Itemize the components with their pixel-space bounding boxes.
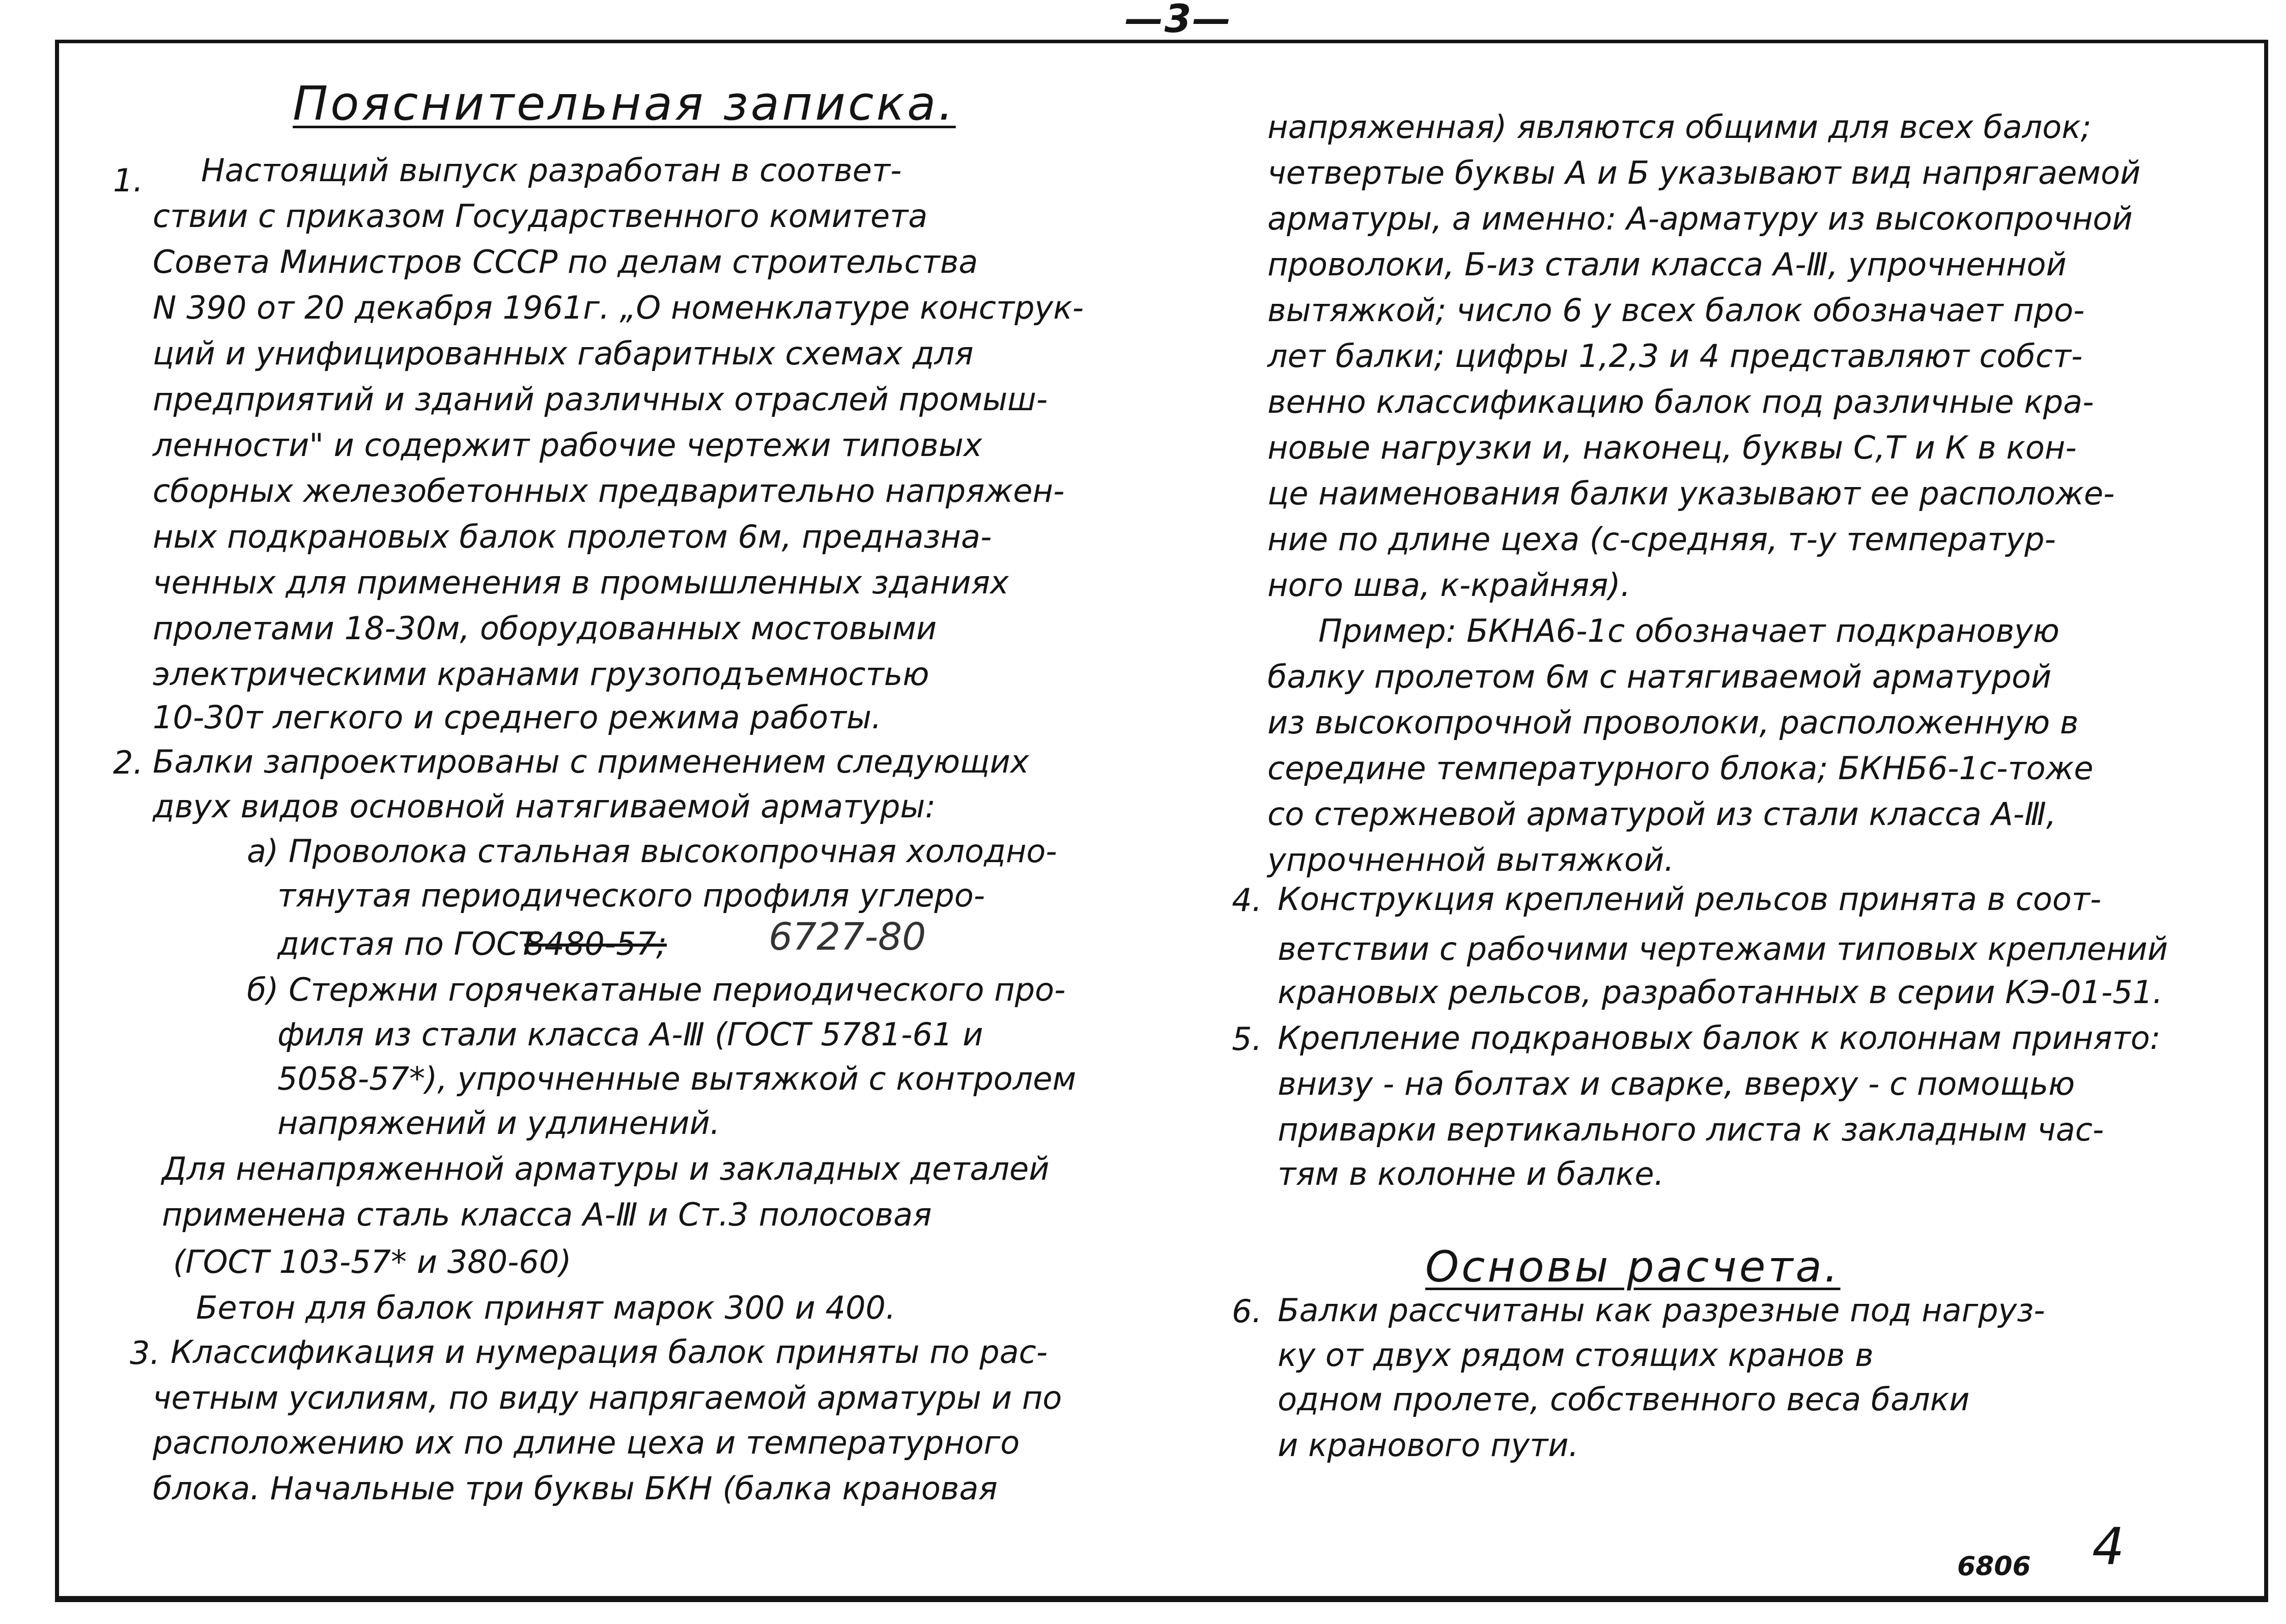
text-line: б) Стержни горячекатаные периодического про- <box>247 971 1066 1008</box>
text-line: венно классификацию балок под различные кра- <box>1267 383 2094 420</box>
text-line: Совета Министров СССР по делам строительства <box>153 243 978 280</box>
text-line: Для ненапряженной арматуры и закладных деталей <box>162 1150 1050 1187</box>
text-line: Балки запроектированы с применением следующих <box>153 743 1029 780</box>
text-line: ние по длине цеха (с-средняя, т-у температур- <box>1267 521 2056 558</box>
text-line: а) Проволока стальная высокопрочная холодно- <box>247 833 1057 870</box>
text-line: филя из стали класса А-Ⅲ (ГОСТ 5781-61 и <box>277 1016 983 1053</box>
text-line: новые нагрузки и, наконец, буквы С,Т и К в кон- <box>1267 429 2077 466</box>
text-line: ленности" и содержит рабочие чертежи типовых <box>153 426 982 464</box>
item-number-5: 5. <box>1232 1020 1262 1058</box>
text-line: и кранового пути. <box>1278 1427 1579 1464</box>
text-line: Балки рассчитаны как разрезные под нагруз- <box>1278 1292 2045 1329</box>
handwritten-gost-number: 6727-80 <box>769 915 926 959</box>
text-line: четвертые буквы А и Б указывают вид напрягаемой <box>1267 154 2141 191</box>
text-line: из высокопрочной проволоки, расположенную в <box>1267 704 2079 741</box>
gost-struck-number: 8480-57; <box>524 925 667 962</box>
sheet-number: 4 <box>2092 1517 2125 1576</box>
text-line: пролетами 18-30м, оборудованных мостовыми <box>153 610 937 647</box>
text-line: Классификация и нумерация балок приняты по рас- <box>171 1333 1048 1371</box>
text-line: четным усилиям, по виду напрягаемой арматуры и по <box>153 1379 1062 1416</box>
text-line: (ГОСТ 103-57* и 380-60) <box>173 1243 572 1280</box>
text-line: балку пролетом 6м с натягиваемой арматурой <box>1267 658 2052 695</box>
text-line: 10-30т легкого и среднего режима работы. <box>153 699 882 736</box>
text-line: приварки вертикального листа к закладным час- <box>1278 1111 2104 1148</box>
text-line: блока. Начальные три буквы БКН (балка крановая <box>153 1470 998 1507</box>
text-line: дистая по ГОСТ <box>277 925 538 962</box>
text-line: Бетон для балок принят марок 300 и 400. <box>196 1289 896 1326</box>
text-line: тям в колонне и балке. <box>1278 1155 1664 1192</box>
text-line: ветствии с рабочими чертежами типовых креплений <box>1278 930 2168 967</box>
text-line: ций и унифицированных габаритных схемах для <box>153 335 974 372</box>
text-line: ку от двух рядом стоящих кранов в <box>1278 1336 1874 1374</box>
text-line: применена сталь класса А-Ⅲ и Ст.3 полосовая <box>162 1196 932 1233</box>
document-code: 6806 <box>1957 1551 2031 1582</box>
text-line: ных подкрановых балок пролетом 6м, предназна- <box>153 518 992 555</box>
text-line: арматуры, а именно: А-арматуру из высокопрочной <box>1267 200 2133 237</box>
text-line: Конструкция креплений рельсов принята в соот- <box>1278 880 2102 918</box>
text-line: це наименования балки указывают ее расположе- <box>1267 475 2115 512</box>
document-title: Пояснительная записка. <box>293 76 956 131</box>
item-number-3: 3. <box>130 1334 160 1372</box>
text-line: середине температурного блока; БКНБ6-1с-тоже <box>1267 750 2094 787</box>
text-line: расположению их по длине цеха и температурного <box>153 1424 1020 1461</box>
text-line: ствии с приказом Государственного комитета <box>153 197 928 235</box>
item-number-6: 6. <box>1232 1293 1262 1330</box>
text-line: напряжений и удлинений. <box>277 1104 720 1142</box>
text-line: ного шва, к-крайняя). <box>1267 566 1631 604</box>
text-line: со стержневой арматурой из стали класса А-Ⅲ, <box>1267 795 2056 833</box>
text-line: напряженная) являются общими для всех балок; <box>1267 108 2092 146</box>
item-number-1: 1. <box>113 162 144 199</box>
section-heading: Основы расчета. <box>1425 1242 1841 1292</box>
text-line: Настоящий выпуск разработан в соответ- <box>201 152 902 189</box>
text-line: упрочненной вытяжкой. <box>1267 841 1674 878</box>
text-line: вытяжкой; число 6 у всех балок обозначает про- <box>1267 292 2085 329</box>
text-line: сборных железобетонных предварительно напряжен- <box>153 472 1065 509</box>
text-line: N 390 от 20 декабря 1961г. „О номенклатуре конструк- <box>153 289 1084 326</box>
text-line: Крепление подкрановых балок к колоннам принято: <box>1278 1019 2161 1057</box>
item-number-4: 4. <box>1232 881 1262 919</box>
text-line: проволоки, Б-из стали класса А-Ⅲ, упрочненной <box>1267 246 2067 283</box>
text-line: тянутая периодического профиля углеро- <box>277 877 985 914</box>
text-line: лет балки; цифры 1,2,3 и 4 представляют собст- <box>1267 337 2083 375</box>
text-line: двух видов основной натягиваемой арматуры: <box>153 788 936 825</box>
text-line: электрическими кранами грузоподъемностью <box>153 656 929 693</box>
text-line: Пример: БКНА6-1с обозначает подкрановую <box>1318 612 2060 649</box>
text-line: крановых рельсов, разработанных в серии КЭ-01-51. <box>1278 974 2163 1011</box>
text-line: предприятий и зданий различных отраслей промыш- <box>153 381 1048 418</box>
text-line: одном пролете, собственного веса балки <box>1278 1381 1970 1418</box>
text-line: 5058-57*), упрочненные вытяжкой с контролем <box>277 1060 1077 1097</box>
text-line: ченных для применения в промышленных зданиях <box>153 564 1009 601</box>
item-number-2: 2. <box>113 744 144 781</box>
page-number: —3— <box>1124 0 1232 41</box>
text-line: внизу - на болтах и сварке, вверху - с помощью <box>1278 1065 2075 1102</box>
